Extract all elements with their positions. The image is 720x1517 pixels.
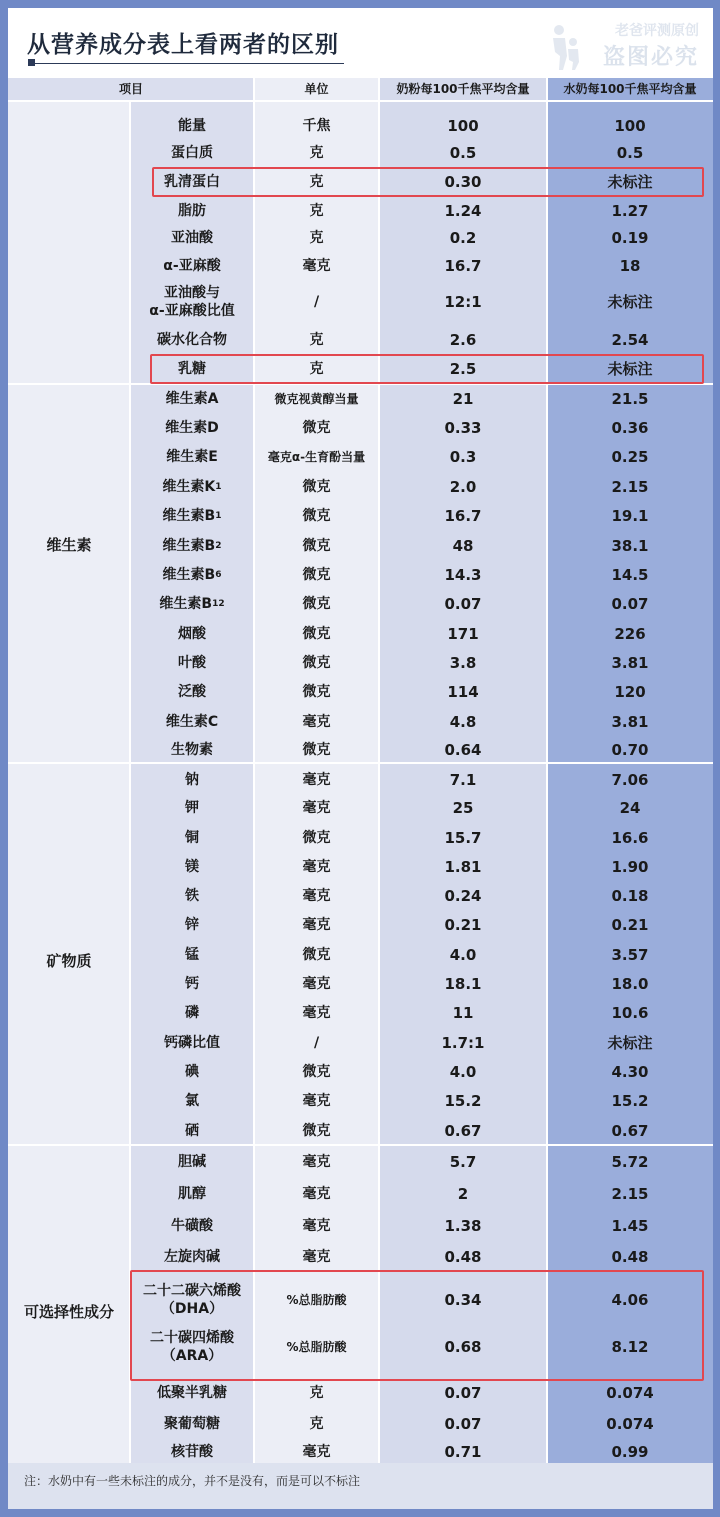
row-liquid-milk-value: 未标注 (607, 293, 653, 311)
row-liquid-milk-value: 3.81 (611, 654, 649, 672)
row-item-name (130, 1246, 254, 1268)
header-milk-powder: 奶粉每100千焦平均含量 (396, 81, 530, 96)
row-liquid-milk-value: 未标注 (607, 1034, 653, 1052)
watermark-line1: 老爸评测原创 (615, 23, 699, 39)
row-unit: 克 (309, 230, 324, 246)
row-unit: / (313, 294, 320, 310)
row-item-name-text: 维生素B (159, 596, 213, 612)
row-item-name-text: 左旋肉碱 (164, 1249, 220, 1265)
category-minerals: 矿物质 (46, 952, 92, 970)
row-item-name-text: 碳水化合物 (157, 332, 227, 348)
row-unit: 微克 (302, 830, 331, 846)
row-item-subscript: 12 (212, 599, 225, 609)
row-liquid-milk-value: 100 (614, 117, 646, 135)
row-unit: 毫克 (302, 1218, 331, 1234)
row-item-name (130, 505, 254, 527)
row-item-name (130, 1413, 254, 1435)
row-unit: / (313, 1035, 320, 1051)
row-item-subscript: 2 (215, 541, 222, 551)
row-item-name (130, 1090, 254, 1112)
row-item-name (130, 329, 254, 351)
row-item-name-text: 亚油酸与 (164, 285, 220, 301)
row-milk-powder-value: 0.3 (449, 448, 477, 466)
row-milk-powder-value: 0.34 (444, 1291, 482, 1309)
row-unit: 微克 (302, 1123, 331, 1139)
row-milk-powder-value: 18.1 (444, 975, 482, 993)
highlight-box-lactose (150, 354, 704, 384)
row-liquid-milk-value: 19.1 (611, 507, 649, 525)
row-liquid-milk-value: 226 (614, 625, 646, 643)
row-milk-powder-value: 1.38 (444, 1217, 482, 1235)
row-milk-powder-value: 171 (447, 625, 479, 643)
row-item-name (130, 797, 254, 819)
row-liquid-milk-value: 0.074 (606, 1415, 654, 1433)
row-milk-powder-value: 0.71 (444, 1443, 482, 1461)
row-milk-powder-value: 2.6 (449, 331, 477, 349)
row-liquid-milk-value: 2.54 (611, 331, 649, 349)
row-unit: 毫克 (302, 1444, 331, 1460)
row-unit: 微克 (302, 1064, 331, 1080)
row-item-name-text: 脂肪 (178, 203, 206, 219)
row-milk-powder-value: 0.64 (444, 741, 482, 759)
row-item-name (130, 827, 254, 849)
header-unit: 单位 (304, 81, 329, 96)
row-milk-powder-value: 3.8 (449, 654, 477, 672)
row-unit: 克 (309, 203, 324, 219)
row-liquid-milk-value: 8.12 (611, 1338, 649, 1356)
row-milk-powder-value: 0.21 (444, 916, 482, 934)
row-milk-powder-value: 25 (452, 799, 474, 817)
row-item-name-text: 维生素C (165, 714, 219, 730)
row-liquid-milk-value: 3.57 (611, 946, 649, 964)
row-item-name-text: 锰 (185, 947, 199, 963)
row-liquid-milk-value: 0.21 (611, 916, 649, 934)
row-milk-powder-value: 0.2 (449, 229, 477, 247)
row-item-name-text: 维生素B (162, 508, 216, 524)
row-liquid-milk-value: 4.30 (611, 1063, 649, 1081)
row-unit: 毫克 (302, 1249, 331, 1265)
row-item-name (130, 856, 254, 878)
row-milk-powder-value: 2 (457, 1185, 469, 1203)
header-item: 项目 (118, 81, 143, 96)
row-item-name-text: 蛋白质 (171, 145, 213, 161)
row-item-name-text: 磷 (185, 1005, 199, 1021)
row-liquid-milk-value: 14.5 (611, 566, 649, 584)
row-milk-powder-value: 0.07 (444, 595, 482, 613)
row-milk-powder-value: 0.07 (444, 1415, 482, 1433)
row-milk-powder-value: 0.68 (444, 1338, 482, 1356)
row-milk-powder-value: 1.24 (444, 202, 482, 220)
row-milk-powder-value: 16.7 (444, 257, 482, 275)
row-unit: 克 (309, 145, 324, 161)
row-item-name (130, 711, 254, 733)
row-liquid-milk-value: 未标注 (607, 173, 653, 191)
row-item-name-text: 低聚半乳糖 (157, 1385, 227, 1401)
row-item-name (130, 769, 254, 791)
row-unit: 微克 (302, 742, 331, 758)
row-liquid-milk-value: 0.67 (611, 1122, 649, 1140)
row-milk-powder-value: 15.7 (444, 829, 482, 847)
row-unit: 毫克 (302, 1186, 331, 1202)
row-unit: %总脂肪酸 (286, 1340, 347, 1354)
row-liquid-milk-value: 3.81 (611, 713, 649, 731)
row-item-name (130, 417, 254, 439)
row-milk-powder-value: 7.1 (449, 771, 477, 789)
row-item-subscript: 1 (215, 511, 222, 521)
row-item-name-text: 钾 (185, 800, 199, 816)
row-item-name-text: 亚油酸 (171, 230, 213, 246)
row-item-name-text: 维生素B (162, 538, 216, 554)
watermark (549, 20, 699, 72)
row-liquid-milk-value: 15.2 (611, 1092, 649, 1110)
row-item-name (130, 681, 254, 703)
row-unit: 毫克 (302, 888, 331, 904)
row-milk-powder-value: 0.33 (444, 419, 482, 437)
row-item-name-text: 烟酸 (178, 626, 206, 642)
row-item-name-text: 铁 (185, 888, 199, 904)
row-liquid-milk-value: 2.15 (611, 1185, 649, 1203)
row-unit: 微克 (302, 420, 331, 436)
row-liquid-milk-value: 2.15 (611, 478, 649, 496)
row-unit: 微克 (302, 947, 331, 963)
row-item-name-line2: （DHA） (160, 1301, 224, 1317)
category-vitamins: 维生素 (46, 536, 92, 554)
row-item-name (130, 739, 254, 761)
row-item-name-text: 二十二碳六烯酸 (143, 1283, 241, 1299)
row-milk-powder-value: 2.0 (449, 478, 477, 496)
row-unit: 微克 (302, 655, 331, 671)
row-item-name-text: 钙 (185, 976, 199, 992)
row-milk-powder-value: 11 (452, 1004, 474, 1022)
row-item-name-text: 能量 (178, 118, 206, 134)
row-unit: 毫克 (302, 917, 331, 933)
row-item-name (130, 200, 254, 222)
row-item-name-text: 镁 (185, 859, 199, 875)
row-milk-powder-value: 0.5 (449, 144, 477, 162)
row-item-name (130, 914, 254, 936)
row-item-name (130, 1002, 254, 1024)
row-liquid-milk-value: 10.6 (611, 1004, 649, 1022)
row-milk-powder-value: 48 (452, 537, 474, 555)
row-milk-powder-value: 5.7 (449, 1153, 477, 1171)
row-item-name-text: 钙磷比值 (164, 1035, 220, 1051)
watermark-line2: 盗图必究 (602, 45, 699, 70)
row-milk-powder-value: 16.7 (444, 507, 482, 525)
row-liquid-milk-value: 21.5 (611, 390, 649, 408)
row-unit: 克 (309, 1385, 324, 1401)
row-liquid-milk-value: 0.18 (611, 887, 649, 905)
row-liquid-milk-value: 0.99 (611, 1443, 649, 1461)
row-milk-powder-value: 4.0 (449, 946, 477, 964)
row-item-name-text: 铜 (185, 830, 199, 846)
row-milk-powder-value: 114 (447, 683, 479, 701)
row-item-name-text: 维生素B (162, 567, 216, 583)
row-milk-powder-value: 2.5 (449, 360, 477, 378)
row-unit: 微克 (302, 538, 331, 554)
row-unit: 毫克 (302, 859, 331, 875)
row-item-name-text: 乳清蛋白 (164, 174, 220, 190)
row-liquid-milk-value: 0.25 (611, 448, 649, 466)
row-item-name (130, 282, 254, 322)
row-milk-powder-value: 21 (452, 390, 474, 408)
row-item-name (130, 142, 254, 164)
row-liquid-milk-value: 7.06 (611, 771, 649, 789)
row-item-name-text: 维生素K (162, 479, 216, 495)
row-liquid-milk-value: 未标注 (607, 360, 653, 378)
row-item-name-text: 乳糖 (178, 361, 206, 377)
row-item-name-text: 锌 (185, 917, 199, 933)
row-milk-powder-value: 100 (447, 117, 479, 135)
row-item-name (130, 227, 254, 249)
row-unit: 微克 (302, 626, 331, 642)
row-unit: 微克 (302, 684, 331, 700)
row-item-name (130, 593, 254, 615)
row-milk-powder-value: 0.48 (444, 1248, 482, 1266)
row-milk-powder-value: 1.7:1 (441, 1034, 485, 1052)
title-area (8, 8, 713, 80)
row-milk-powder-value: 14.3 (444, 566, 482, 584)
row-liquid-milk-value: 0.19 (611, 229, 649, 247)
row-milk-powder-value: 0.30 (444, 173, 482, 191)
highlight-box-whey-protein (152, 167, 704, 197)
row-liquid-milk-value: 16.6 (611, 829, 649, 847)
row-milk-powder-value: 1.81 (444, 858, 482, 876)
row-milk-powder-value: 12:1 (444, 293, 482, 311)
row-item-name (130, 944, 254, 966)
category-column-bg (8, 78, 130, 1463)
row-unit: 毫克 (302, 976, 331, 992)
row-item-name-text: 牛磺酸 (171, 1218, 213, 1234)
group-divider (8, 1144, 713, 1146)
row-item-name-text: 聚葡萄糖 (164, 1416, 220, 1432)
row-liquid-milk-value: 0.36 (611, 419, 649, 437)
row-item-name (130, 255, 254, 277)
row-unit: 毫克 (302, 1005, 331, 1021)
row-liquid-milk-value: 18.0 (611, 975, 649, 993)
watermark-figure-icon (549, 22, 581, 72)
row-milk-powder-value: 15.2 (444, 1092, 482, 1110)
row-liquid-milk-value: 38.1 (611, 537, 649, 555)
row-milk-powder-value: 0.24 (444, 887, 482, 905)
row-item-name-text: 维生素E (166, 449, 218, 465)
row-unit: 毫克 (302, 1093, 331, 1109)
row-item-name-text: 核苷酸 (171, 1444, 213, 1460)
row-item-name-text: 维生素A (165, 391, 219, 407)
row-item-name-text: 硒 (185, 1123, 199, 1139)
row-item-name (130, 115, 254, 137)
row-item-name-text: 肌醇 (178, 1186, 206, 1202)
row-item-name-text: α-亚麻酸 (163, 258, 221, 274)
row-unit: 毫克α-生育酚当量 (267, 450, 366, 464)
row-item-name-text: 钠 (185, 772, 199, 788)
row-item-name (130, 1441, 254, 1463)
row-liquid-milk-value: 120 (614, 683, 646, 701)
row-unit: 克 (309, 361, 324, 377)
row-liquid-milk-value: 18 (619, 257, 641, 275)
row-unit: 微克 (302, 479, 331, 495)
row-item-name (130, 1151, 254, 1173)
row-unit: 克 (309, 1416, 324, 1432)
row-liquid-milk-value: 4.06 (611, 1291, 649, 1309)
row-liquid-milk-value: 0.48 (611, 1248, 649, 1266)
row-liquid-milk-value: 0.70 (611, 741, 649, 759)
row-item-name (130, 1120, 254, 1142)
row-item-name-text: 泛酸 (178, 684, 206, 700)
row-item-name-line2: （ARA） (161, 1348, 223, 1364)
row-unit: 毫克 (302, 258, 331, 274)
row-unit: 千焦 (302, 118, 331, 134)
row-liquid-milk-value: 1.45 (611, 1217, 649, 1235)
row-item-name-text: 生物素 (171, 742, 213, 758)
row-milk-powder-value: 4.8 (449, 713, 477, 731)
row-liquid-milk-value: 0.074 (606, 1384, 654, 1402)
row-item-name-text: 胆碱 (178, 1154, 206, 1170)
row-item-name (130, 973, 254, 995)
row-item-subscript: 1 (215, 482, 222, 492)
row-unit: 克 (309, 174, 324, 190)
row-unit: 毫克 (302, 772, 331, 788)
row-liquid-milk-value: 0.5 (616, 144, 644, 162)
row-item-name (130, 1061, 254, 1083)
row-item-name (130, 1382, 254, 1404)
row-item-name (130, 388, 254, 410)
row-unit: 微克 (302, 508, 331, 524)
row-item-name-text: 维生素D (165, 420, 219, 436)
row-item-name (130, 446, 254, 468)
row-item-subscript: 6 (215, 570, 222, 580)
highlight-box-dha-ara (130, 1270, 704, 1381)
row-item-name (130, 564, 254, 586)
row-milk-powder-value: 4.0 (449, 1063, 477, 1081)
row-unit: 毫克 (302, 800, 331, 816)
row-unit: 微克 (302, 596, 331, 612)
row-unit: 毫克 (302, 1154, 331, 1170)
row-unit: 微克 (302, 567, 331, 583)
row-liquid-milk-value: 1.27 (611, 202, 649, 220)
row-liquid-milk-value: 0.07 (611, 595, 649, 613)
group-divider (8, 762, 713, 764)
row-item-name (130, 1183, 254, 1205)
category-optional: 可选择性成分 (23, 1303, 114, 1321)
row-unit: %总脂肪酸 (286, 1293, 347, 1307)
row-item-name-line2: α-亚麻酸比值 (149, 303, 235, 319)
row-unit: 微克视黄醇当量 (274, 392, 359, 406)
row-item-name (130, 476, 254, 498)
row-liquid-milk-value: 24 (619, 799, 641, 817)
row-item-name-text: 叶酸 (178, 655, 206, 671)
footnote: 注：水奶中有一些未标注的成分，并不是没有，而是可以不标注 (24, 1474, 361, 1488)
row-item-name (130, 535, 254, 557)
row-item-name (130, 1215, 254, 1237)
row-item-name (130, 1032, 254, 1054)
row-item-name (130, 623, 254, 645)
row-unit: 克 (309, 332, 324, 348)
title-rule (34, 63, 344, 64)
row-liquid-milk-value: 1.90 (611, 858, 649, 876)
row-item-name-text: 碘 (185, 1064, 199, 1080)
row-milk-powder-value: 0.07 (444, 1384, 482, 1402)
row-unit: 毫克 (302, 714, 331, 730)
header-liquid-milk: 水奶每100千焦平均含量 (563, 81, 697, 96)
row-milk-powder-value: 0.67 (444, 1122, 482, 1140)
row-item-name-text: 氯 (185, 1093, 199, 1109)
row-item-name (130, 652, 254, 674)
row-item-name (130, 885, 254, 907)
row-item-name-text: 二十碳四烯酸 (150, 1330, 234, 1346)
page-title: 从营养成分表上看两者的区别 (27, 32, 339, 58)
row-liquid-milk-value: 5.72 (611, 1153, 649, 1171)
header-divider (8, 100, 713, 102)
